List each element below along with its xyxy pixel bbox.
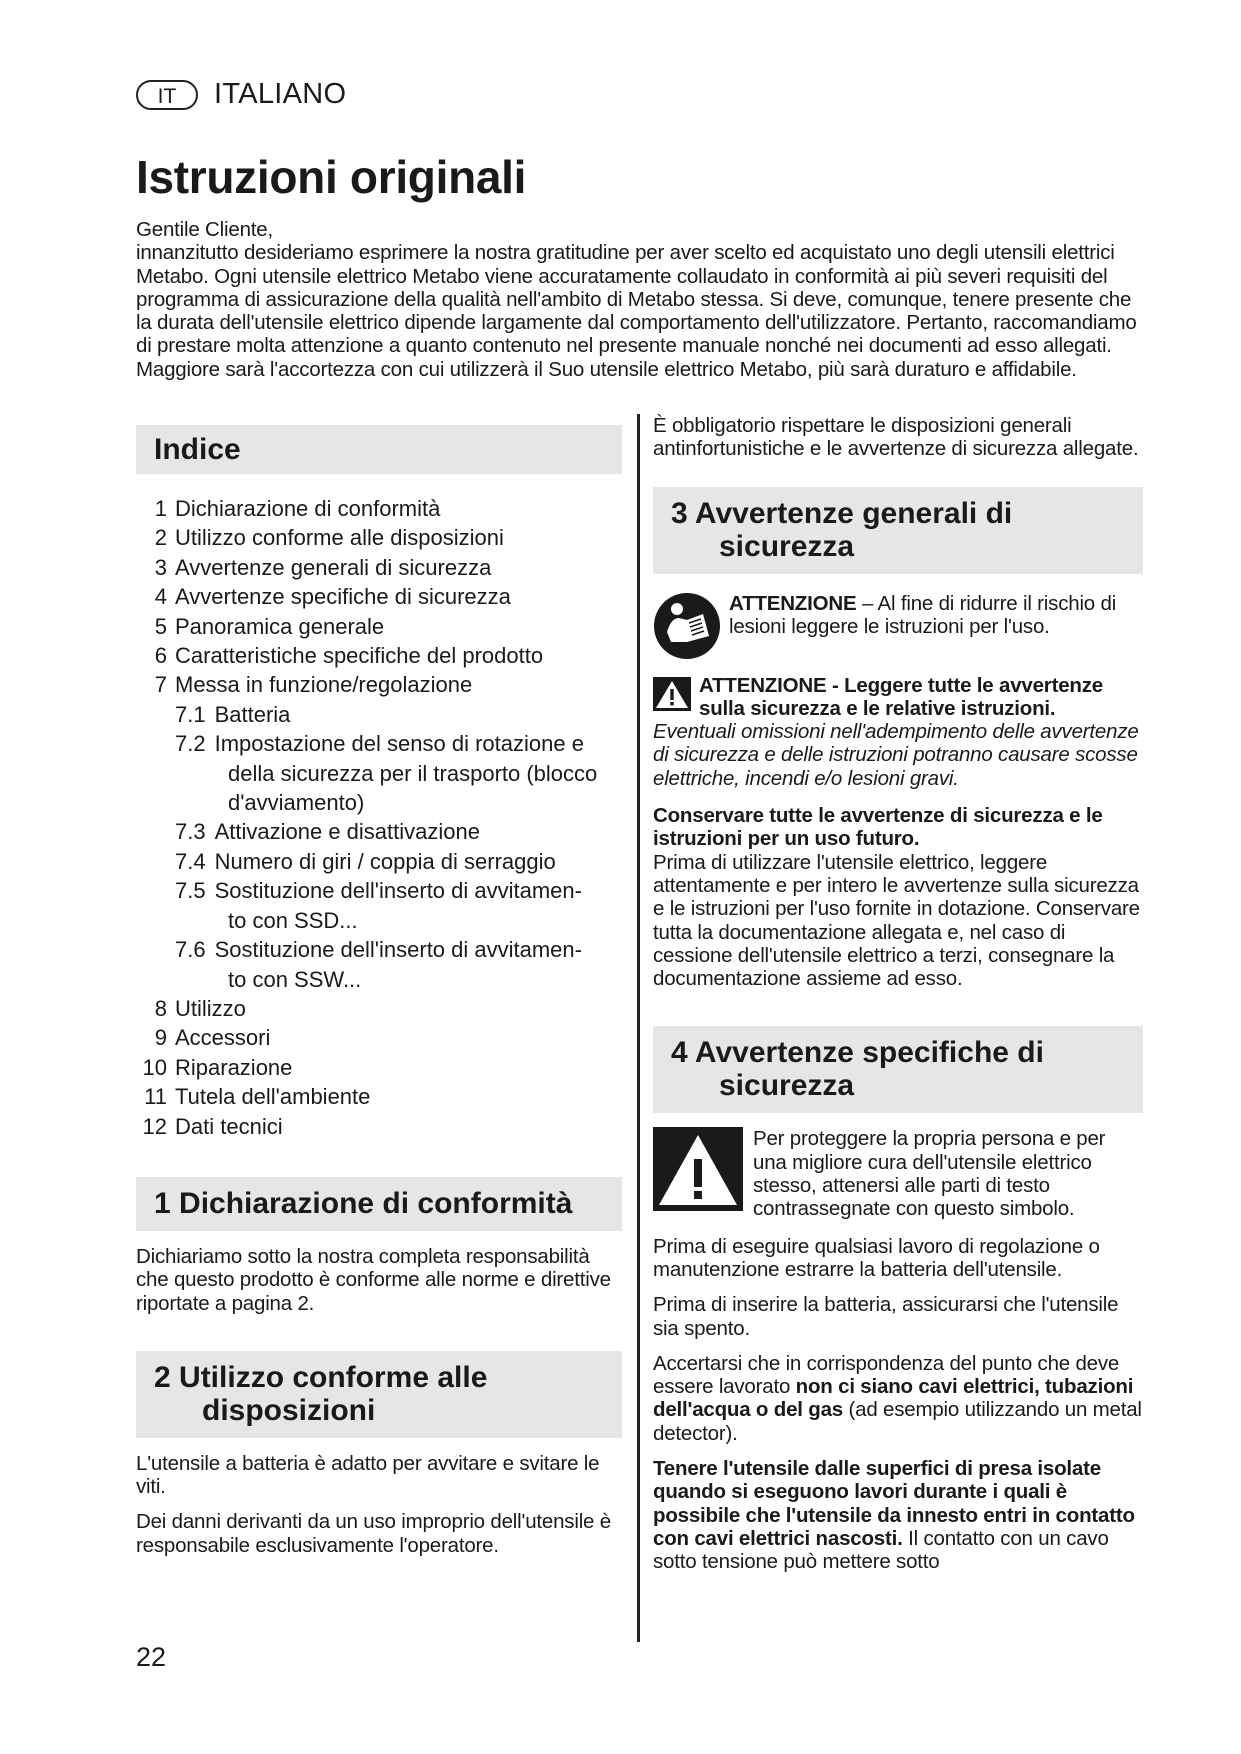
toc-item[interactable]: 6 Caratteristiche specifiche del prodotto bbox=[154, 643, 544, 669]
left-column bbox=[136, 425, 622, 1569]
read-all-warning bbox=[653, 674, 1143, 790]
section-1-header bbox=[136, 1177, 622, 1231]
section-4-body bbox=[653, 1235, 1143, 1574]
toc-item[interactable]: 12 Dati tecnici bbox=[142, 1113, 283, 1139]
right-intro-paragraph: È obbligatorio rispettare le disposizioni generali antinfortunistiche e le avvertenze di sicurezza allegate. bbox=[653, 414, 1139, 461]
toc-subitem[interactable]: 7.3 Attivazione e disattivazione bbox=[175, 819, 480, 845]
keep-instructions bbox=[653, 804, 1143, 990]
section-4-header bbox=[653, 1026, 1143, 1113]
section-4-title: 4 Avvertenze specifiche di sicurezza bbox=[671, 1036, 1044, 1103]
toc-item[interactable]: 5 Panoramica generale bbox=[154, 613, 385, 639]
symbol-explanation bbox=[653, 1127, 1143, 1220]
right-intro bbox=[653, 414, 1143, 461]
page-title: Istruzioni originali bbox=[136, 151, 527, 203]
index-header bbox=[136, 425, 622, 474]
table-of-contents bbox=[136, 494, 622, 1141]
read-manual-icon bbox=[653, 592, 721, 660]
toc-subitem[interactable]: 7.5 Sostituzione dell'inserto di avvitamen- to con SSD... bbox=[175, 878, 582, 933]
intro-text bbox=[136, 218, 1142, 381]
section-3-title: 3 Avvertenze generali di sicurezza bbox=[671, 496, 1013, 563]
section-4-paragraph-1: Prima di eseguire qualsiasi lavoro di regolazione o manutenzione estrarre la batteria dell'utensile. bbox=[653, 1234, 1100, 1281]
toc-subitem[interactable]: 7.4 Numero di giri / coppia di serraggio bbox=[175, 848, 556, 874]
section-2-paragraph-1: L'utensile a batteria è adatto per avvitare e svitare le viti. bbox=[136, 1451, 600, 1499]
warning-triangle-icon bbox=[653, 677, 691, 711]
index-title: Indice bbox=[154, 433, 241, 466]
symbol-explanation-text: Per proteggere la propria persona e per una migliore cura dell'utensile elettrico stesso, attenersi alle parti di testo contrassegnate con questo simbolo. bbox=[753, 1127, 1106, 1221]
toc-item[interactable]: 10 Riparazione bbox=[142, 1054, 293, 1080]
section-4-paragraph-4: Tenere l'utensile dalle superfici di presa isolate quando si eseguono lavori durante i quali è possibile che l'utensile da innesto entri in contatto con cavi elettrici nascosti. Il contatto con un cavo sotto tensione può mettere sotto bbox=[653, 1457, 1135, 1574]
section-2-title: 2 Utilizzo conforme alle disposizioni bbox=[154, 1360, 488, 1427]
att1-text: – Al fine di ridurre il rischio di lesioni leggere le istruzioni per l'uso. bbox=[729, 591, 1117, 638]
section-4-paragraph-3: Accertarsi che in corrispondenza del punto che deve essere lavorato non ci siano cavi elettrici, tubazioni dell'acqua o del gas (ad esempio utilizzando un metal detector). bbox=[653, 1351, 1142, 1445]
toc-subitem[interactable]: 7.6 Sostituzione dell'inserto di avvitamen- to con SSW... bbox=[175, 937, 582, 992]
toc-item[interactable]: 3 Avvertenze generali di sicurezza bbox=[154, 554, 492, 580]
toc-item[interactable]: 1 Dichiarazione di conformità bbox=[154, 496, 441, 521]
toc-item[interactable]: 8 Utilizzo bbox=[154, 995, 246, 1021]
language-code-badge: IT bbox=[136, 80, 198, 110]
section-1-paragraph: Dichiariamo sotto la nostra completa responsabilità che questo prodotto è conforme alle norme e direttive riportate a pagina 2. bbox=[136, 1244, 611, 1315]
intro-greeting: Gentile Cliente, bbox=[136, 218, 273, 241]
right-column bbox=[653, 414, 1143, 1586]
keep-bold: Conservare tutte le avvertenze di sicurezza e le istruzioni per un uso futuro. bbox=[653, 804, 1103, 851]
toc-subitem[interactable]: 7.2 Impostazione del senso di rotazione e della sicurezza per il trasporto (blocco d'avviamento) bbox=[175, 731, 598, 816]
section-3-header bbox=[653, 487, 1143, 574]
section-2-paragraph-2: Dei danni derivanti da un uso improprio dell'utensile è responsabile esclusivamente l'operatore. bbox=[136, 1510, 611, 1557]
keep-text: Prima di utilizzare l'utensile elettrico, leggere attentamente e per intero le avvertenze sulla sicurezza e le istruzioni per l'uso fornite in dotazione. Conservare tutta la documentazione allegata e, nel caso di cessione dell'utensile elettrico a terzi, consegnare la documentazione assieme ad esso. bbox=[653, 850, 1140, 991]
att2-italic: Eventuali omissioni nell'adempimento delle avvertenze di sicurezza e delle istruzioni potranno causare scosse elettriche, incendi e/o lesioni gravi. bbox=[653, 720, 1139, 790]
toc-item[interactable]: 11 Tutela dell'ambiente bbox=[144, 1084, 371, 1110]
toc-item[interactable]: 4 Avvertenze specifiche di sicurezza bbox=[154, 584, 511, 610]
toc-item[interactable]: 7 Messa in funzione/regolazione bbox=[154, 672, 473, 698]
intro-paragraph: innanzitutto desideriamo esprimere la nostra gratitudine per aver scelto ed acquistato uno degli utensili elettrici Metabo. Ogni utensile elettrico Metabo viene accuratamente collaudato in conformità ai più severi requisiti del programma di assicurazione della qualità nell'ambito di Metabo stessa. Si deve, comunque, tenere presente che la durata dell'utensile elettrico dipende largamente dal comportamento dell'utilizzatore. Pertanto, raccomandiamo di prestare molta attenzione a quanto contenuto nel presente manuale nonché nei documenti ad esso allegati. Maggiore sarà l'accortezza con cui utilizzerà il Suo utensile elettrico Metabo, più sarà duraturo e affidabile. bbox=[136, 241, 1137, 381]
column-divider bbox=[637, 414, 640, 1642]
toc-subitem[interactable]: 7.1 Batteria bbox=[175, 701, 291, 727]
page-number: 22 bbox=[136, 1642, 167, 1672]
att2-bold: ATTENZIONE - Leggere tutte le avvertenze sulla sicurezza e le relative istruzioni. bbox=[699, 673, 1103, 720]
toc-item[interactable]: 9 Accessori bbox=[154, 1025, 271, 1051]
language-header bbox=[136, 78, 346, 111]
language-name: ITALIANO bbox=[214, 78, 347, 110]
warning-symbol-icon bbox=[653, 1127, 743, 1211]
section-2-header bbox=[136, 1351, 622, 1438]
section-2-body bbox=[136, 1452, 622, 1557]
toc-item[interactable]: 2 Utilizzo conforme alle disposizioni bbox=[154, 525, 504, 551]
section-4-paragraph-2: Prima di inserire la batteria, assicurarsi che l'utensile sia spento. bbox=[653, 1293, 1119, 1340]
section-1-body bbox=[136, 1245, 622, 1315]
read-manual-warning bbox=[653, 592, 1143, 660]
section-1-title: 1 Dichiarazione di conformità bbox=[154, 1186, 573, 1220]
att1-bold: ATTENZIONE bbox=[729, 591, 857, 615]
